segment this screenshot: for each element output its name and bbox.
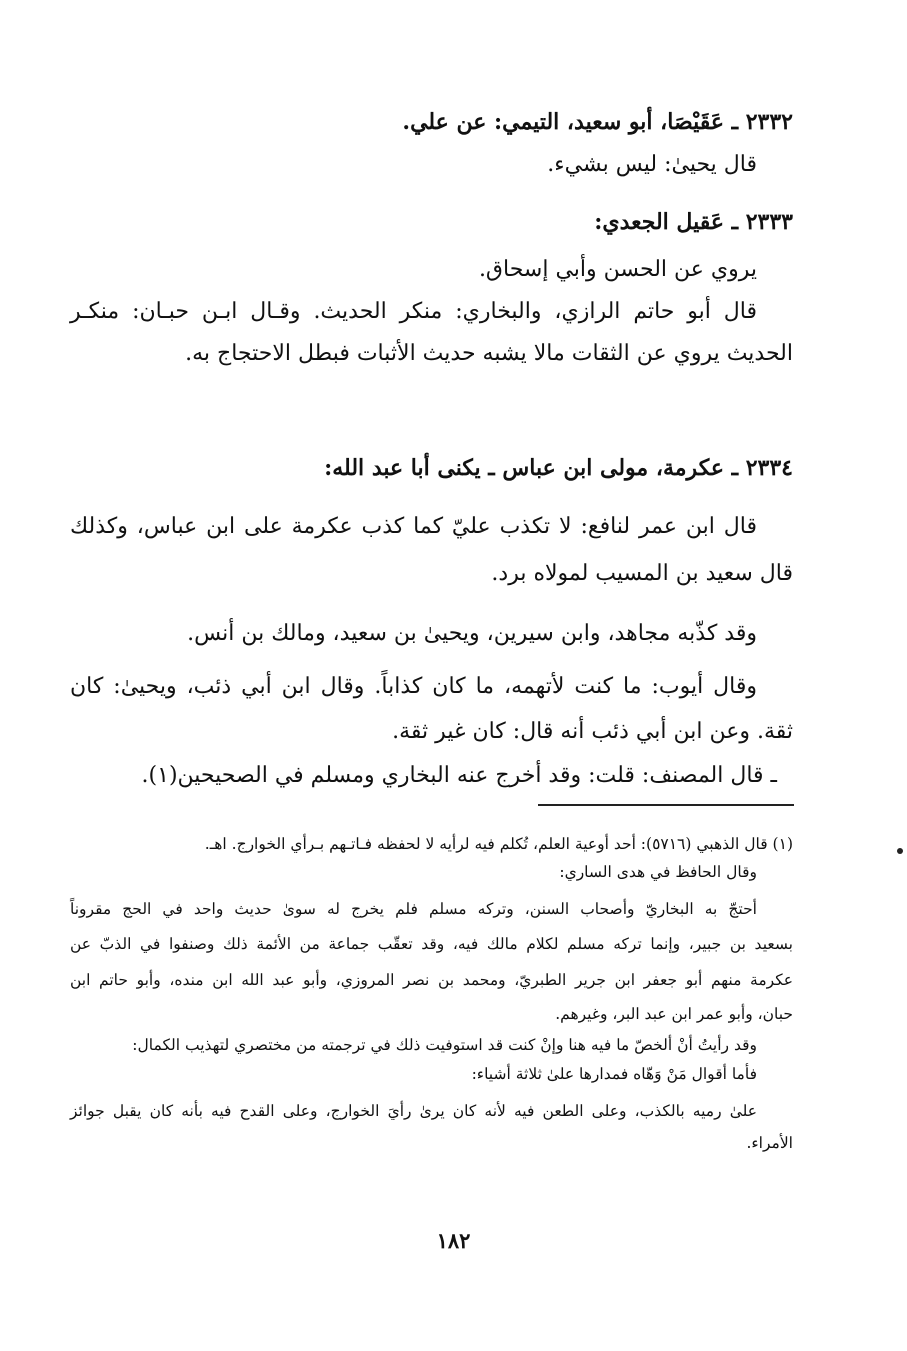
footnote-line-3: أحتجّ به البخاريّ وأصحاب السنن، وتركه مسلم فلم يخرج له سوىٰ حديث واحد في الحج مقروناً bbox=[70, 900, 757, 918]
entry-2333-heading: ٢٣٣٣ ـ عَقيل الجعدي: bbox=[594, 209, 793, 235]
footnote-line-4: بسعيد بن جبير، وإنما تركه مسلم لكلام مالك فيه، وقد تعقّب جماعة من الأئمة ذلك وصنفوا في الذبّ عن bbox=[70, 935, 793, 953]
entry-2332-heading: ٢٣٣٢ ـ عَقَيْصَا، أبو سعيد، التيمي: عن علي. bbox=[402, 109, 793, 135]
footnote-line-5: عكرمة منهم أبو جعفر ابن جرير الطبريّ، ومحمد بن نصر المروزي، وأبو عبد الله ابن منده، وأبو حاتم ابن bbox=[70, 971, 793, 989]
entry-2334-text-3: وقد كذّبه مجاهد، وابن سيرين، ويحيىٰ بن سعيد، ومالك بن أنس. bbox=[187, 621, 757, 646]
entry-2333-text-1: يروي عن الحسن وأبي إسحاق. bbox=[478, 257, 757, 282]
footnote-line-8: فأما أقوال مَنْ وَهّاه فمدارها علىٰ ثلاثة أشياء: bbox=[471, 1065, 757, 1083]
entry-2334-heading: ٢٣٣٤ ـ عكرمة، مولى ابن عباس ـ يكنى أبا عبد الله: bbox=[324, 455, 793, 481]
entry-2333-text-2: قال أبو حاتم الرازي، والبخاري: منكر الحديث. وقـال ابـن حبـان: منكـر bbox=[70, 299, 757, 324]
entry-2332-text: قال يحيىٰ: ليس بشيء. bbox=[547, 152, 757, 177]
entry-2334-text-1: قال ابن عمر لنافع: لا تكذب عليّ كما كذب عكرمة على ابن عباس، وكذلك bbox=[70, 514, 757, 539]
entry-2334-text-2: قال سعيد بن المسيب لمولاه برد. bbox=[491, 561, 793, 586]
entry-2333-text-3: الحديث يروي عن الثقات مالا يشبه حديث الأثبات فبطل الاحتجاج به. bbox=[185, 341, 793, 366]
footnote-line-1: (١) قال الذهبي (٥٧١٦): أحد أوعية العلم، تُكلم فيه لرأيه لا لحفظه فـاتـهم بـرأي الخوارج. اهـ. bbox=[204, 835, 793, 853]
footnote-line-9: علىٰ رميه بالكذب، وعلى الطعن فيه لأنه كان يرىٰ رأيَ الخوارج، وعلى القدح فيه بأنه كان يقبل جوائز bbox=[70, 1102, 757, 1120]
footnote-line-6: حبان، وأبو عمر ابن عبد البر، وغيرهم. bbox=[555, 1005, 793, 1023]
margin-dot bbox=[897, 848, 903, 854]
footnote-line-2: وقال الحافظ في هدى الساري: bbox=[559, 863, 757, 881]
page-number: ١٨٢ bbox=[436, 1228, 471, 1253]
entry-2334-text-5: ثقة. وعن ابن أبي ذئب أنه قال: كان غير ثقة. bbox=[392, 719, 793, 744]
footnote-separator bbox=[538, 804, 794, 806]
entry-2334-text-6: ـ قال المصنف: قلت: وقد أخرج عنه البخاري ومسلم في الصحيحين(١). bbox=[141, 763, 777, 788]
entry-2334-text-4: وقال أيوب: ما كنت لأتهمه، ما كان كذاباً. وقال ابن أبي ذئب، ويحيىٰ: كان bbox=[70, 674, 757, 699]
footnote-line-7: وقد رأيتُ أنْ ألخصّ ما فيه هنا وإنْ كنت قد استوفيت ذلك في ترجمته من مختصري لتهذيب الكمال: bbox=[132, 1036, 757, 1054]
footnote-line-10: الأمراء. bbox=[746, 1134, 793, 1152]
